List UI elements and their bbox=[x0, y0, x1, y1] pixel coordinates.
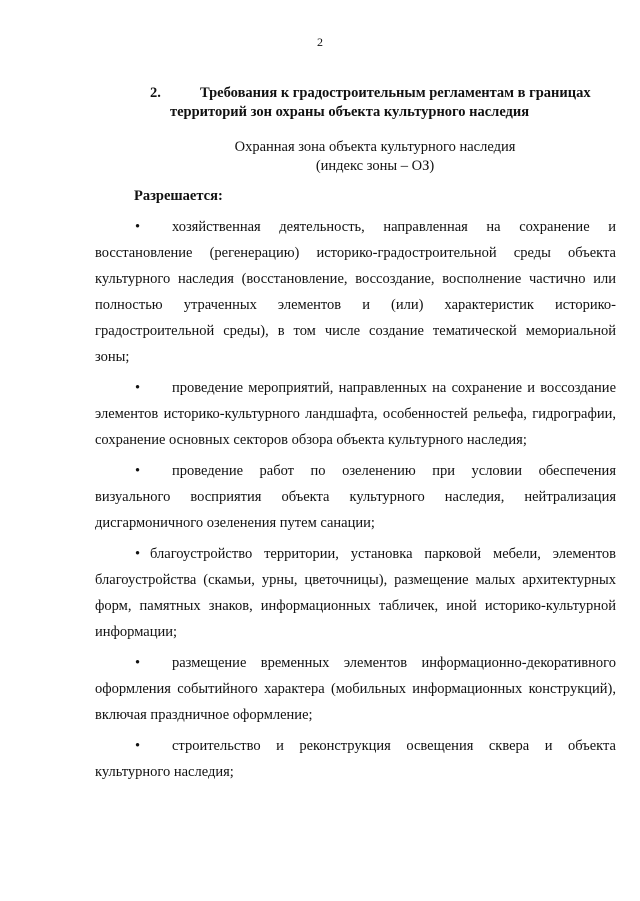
zone-index: (индекс зоны – ОЗ) bbox=[315, 158, 435, 174]
list-item bbox=[95, 650, 616, 728]
list-item bbox=[95, 458, 616, 536]
bullet-icon: • bbox=[135, 219, 141, 235]
section-title-line-2: территорий зон охраны объекта культурного наследия bbox=[170, 104, 530, 120]
list-item bbox=[95, 541, 616, 645]
page-number: 2 bbox=[317, 35, 323, 49]
bullet-icon: • bbox=[135, 546, 141, 562]
list-item bbox=[95, 733, 616, 785]
list-item-text: проведение мероприятий, направленных на сохранение и воссоздание элементов историко-культурного ландшафта, особенностей рельефа, гидрографии, сохранение основных секторов обзора объекта культурного наследия; bbox=[95, 380, 616, 448]
allowed-list bbox=[95, 214, 616, 790]
bullet-icon: • bbox=[135, 463, 141, 479]
list-item-text: проведение работ по озеленению при условии обеспечения визуального восприятия объекта культурного наследия, нейтрализация дисгармоничного озеленения путем санации; bbox=[95, 463, 616, 531]
zone-title bbox=[0, 138, 640, 176]
list-item-text: хозяйственная деятельность, направленная на сохранение и восстановление (регенерацию) историко-градостроительной среды объекта культурного наследия (восстановление, воссоздание, восполнение частично или полностью утраченных элементов и (или) характеристик историко-градостроительной среды), в том числе создание тематической мемориальной зоны; bbox=[95, 219, 616, 365]
zone-name: Охранная зона объекта культурного наследия bbox=[234, 139, 516, 155]
list-item bbox=[95, 375, 616, 453]
section-heading bbox=[150, 84, 610, 122]
bullet-icon: • bbox=[135, 738, 141, 754]
bullet-icon: • bbox=[135, 655, 141, 671]
bullet-icon: • bbox=[135, 380, 141, 396]
section-title-line-1: Требования к градостроительным регламентам в границах bbox=[200, 85, 591, 101]
list-item bbox=[95, 214, 616, 370]
allowed-label: Разрешается: bbox=[134, 188, 223, 204]
list-item-text: строительство и реконструкция освещения сквера и объекта культурного наследия; bbox=[95, 738, 616, 780]
list-item-text: размещение временных элементов информационно-декоративного оформления событийного характера (мобильных информационных конструкций), включая праздничное оформление; bbox=[95, 655, 616, 723]
list-item-text: благоустройство территории, установка парковой мебели, элементов благоустройства (скамьи, урны, цветочницы), размещение малых архитектурных форм, памятных знаков, информационных табличек, иной историко-культурной информации; bbox=[95, 546, 616, 640]
section-number: 2. bbox=[150, 85, 161, 101]
